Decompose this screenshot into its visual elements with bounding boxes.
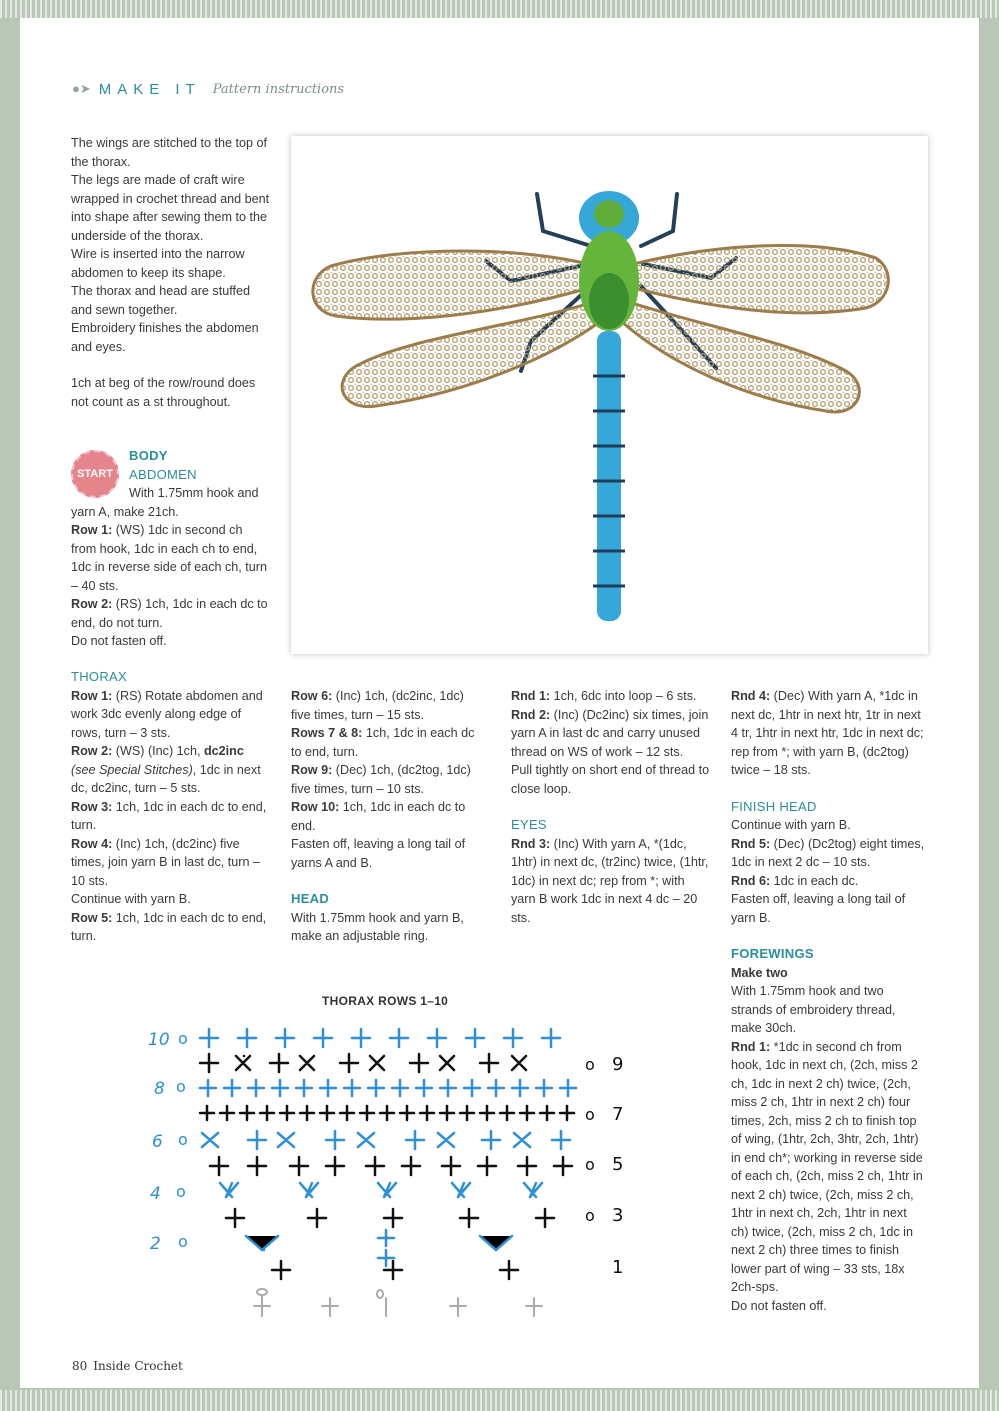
thorax-heading: THORAX [71,669,127,684]
header-subtitle: Pattern instructions [212,81,345,97]
page-number: 80 [72,1359,88,1373]
row-text: (Inc) 1ch, (dc2inc, 1dc) five times, turn – 15 sts. [291,689,464,722]
row-label: Row 10: [291,800,340,814]
row-label: Row 5: [71,910,113,925]
row-text: (Inc) 1ch, (dc2inc) five times, join yarn B in last dc, turn – 10 sts. [71,836,260,888]
abdomen-row1 [71,521,271,595]
bottom-border [0,1390,999,1411]
thorax-chart [140,1018,640,1333]
intro-line: The thorax and head are stuffed and sewn together. [71,284,251,317]
fasten-note: Fasten off, leaving a long tail of yarns A and B. [291,837,466,870]
top-border [0,0,999,18]
svg-text:o: o [585,1206,595,1225]
finish-note: Continue with yarn B. [731,818,851,832]
pull-note: Pull tightly on short end of thread to close loop. [511,763,710,796]
row-label-7: 7 [612,1104,624,1125]
row-label-2: 2 [150,1234,161,1254]
svg-text:o: o [178,1130,188,1149]
make-two: Make two [731,965,788,980]
row-label-3: 3 [612,1205,624,1226]
header-title: MAKE IT [98,80,201,98]
row-label-9: 9 [612,1054,624,1075]
row-text: 1ch, 1dc in each dc to end, turn. [71,910,267,943]
right-hindwing [621,301,859,412]
abdomen-heading: ABDOMEN [129,466,197,482]
row-label: Row 1: [71,523,113,537]
row-text: (Inc) With yarn A, *(1dc, 1htr) in next dc, (tr2inc) twice, (1htr, 1dc) in next dc; rep from *; with yarn B work 1dc in next 4 dc – 20 sts. [511,836,709,925]
row-text: , 1dc in next dc, dc2inc, turn – 5 sts. [71,762,261,795]
finish-head-heading: FINISH HEAD [731,798,817,814]
row-label: Rnd 4: [731,689,771,703]
intro-line: The legs are made of craft wire wrapped in crochet thread and bent into shape after sewing them to the underside of the thorax. [71,173,270,243]
row-text: (RS) 1ch, 1dc in each dc to end, do not turn. [71,597,268,630]
intro-line: The wings are stitched to the top of the thorax. [71,136,268,169]
svg-text:o: o [585,1055,595,1074]
head-text: With 1.75mm hook and yarn B, make an adjustable ring. [291,910,464,943]
row-label: Row 2: [71,744,113,758]
row-text: (Dec) 1ch, (dc2tog, 1dc) five times, turn – 10 sts. [291,763,471,796]
intro-line: Wire is inserted into the narrow abdomen to keep its shape. [71,247,245,280]
abdomen-note: Do not fasten off. [71,634,167,648]
left-forewing [313,251,596,319]
row-label: Row 4: [71,836,113,851]
row-text: (Dec) (Dc2tog) eight times, 1dc in next 2 dc – 10 sts. [731,836,925,869]
svg-text:o: o [176,1182,186,1201]
abdomen-section [71,484,271,651]
dragonfly-photo [291,136,928,654]
row-text: (RS) Rotate abdomen and work 3dc evenly along edge of rows, turn – 3 sts. [71,688,263,740]
magazine-name: Inside Crochet [93,1359,183,1373]
thorax-section [71,668,271,946]
intro-line: Embroidery finishes the abdomen and eyes. [71,321,259,354]
row-text: 1dc in each dc. [770,873,859,888]
body-heading: BODY [129,448,168,463]
svg-text:o: o [178,1029,188,1048]
thorax-note: Continue with yarn B. [71,892,191,906]
row-text-italic: (see Special Stitches) [71,762,193,777]
svg-text:o: o [176,1077,186,1096]
row-text: 1ch, 6dc into loop – 6 sts. [550,689,697,703]
row-text: (WS) (Inc) 1ch, [112,744,204,758]
row-label: Rnd 6: [731,873,771,888]
chart-title: THORAX ROWS 1–10 [322,994,449,1008]
row-text: (Inc) (Dc2inc) six times, join yarn A in last dc and carry unused thread on WS of work – 12 sts. [511,707,709,759]
row-label: Rnd 1: [731,1039,771,1054]
row-label: Rows 7 & 8: [291,726,363,740]
row-label-8: 8 [154,1079,165,1099]
row-label: Row 1: [71,688,113,703]
svg-text:o: o [178,1232,188,1251]
row-label-10: 10 [148,1030,170,1050]
row-label: Row 2: [71,597,113,611]
intro-column [71,134,271,411]
row-label-6: 6 [152,1132,163,1152]
row-label: Rnd 5: [731,836,771,851]
dragonfly-illustration [291,136,928,654]
row-label: Rnd 3: [511,836,551,851]
body-heading-block [129,447,274,484]
row-text: 1ch, 1dc in each dc to end, turn. [291,726,475,759]
column-2 [291,687,481,946]
row-label: Rnd 2: [511,707,551,722]
abdomen-intro: With 1.75mm hook and yarn A, make 21ch. [71,486,259,519]
column-3 [511,687,711,927]
forewings-end: Do not fasten off. [731,1298,827,1313]
foundation-stitches [254,1289,542,1316]
arrow-icon: ●➤ [72,81,91,96]
intro-line: 1ch at beg of the row/round does not count as a st throughout. [71,376,256,409]
forewings-intro: With 1.75mm hook and two strands of embroidery thread, make 30ch. [731,984,896,1035]
fasten-note: Fasten off, leaving a long tail of yarn B. [731,892,906,925]
head-heading: HEAD [291,891,330,906]
start-badge: START [71,450,119,498]
row-text: (WS) 1dc in second ch from hook, 1dc in each ch to end, 1dc in reverse side of each ch, turn – 40 sts. [71,523,268,593]
svg-text:o: o [585,1105,595,1124]
row-text: 1ch, 1dc in each dc to end, turn. [71,799,267,832]
row-label: Rnd 1: [511,689,551,703]
row-label-5: 5 [612,1154,624,1175]
row-label: Row 3: [71,799,113,814]
eyes-heading: EYES [511,817,547,832]
abdomen-row2 [71,595,271,632]
row-label: Row 9: [291,763,333,777]
row-text: (Dec) With yarn A, *1dc in next dc, 1htr in next htr, 1tr in next 4 tr, 1htr in next htr, 1dc in next dc; rep from *; with yarn B, (dc2tog) twice – 18 sts. [731,689,924,777]
row-label: Row 6: [291,689,333,703]
svg-text:o: o [585,1155,595,1174]
row-label-4: 4 [150,1184,161,1204]
row-text-bold: dc2inc [203,744,244,758]
page-footer [72,1359,183,1373]
column-4 [731,687,925,1315]
crochet-chart [140,1018,640,1328]
row-label-1: 1 [612,1257,624,1278]
right-forewing [626,246,888,313]
row-text: *1dc in second ch from hook, 1dc in next ch, (2ch, miss 2 ch, 1dc in next 2 ch) twice, (2ch, miss 2 ch, 1htr in next 2 ch) four times, 2ch, miss 2 ch to finish top of wing, (1htr, 2ch, 3htr, 2ch, 1htr) in end ch*; working in reverse side of each ch, (2ch, miss 2 ch, 1htr in next 2 ch) twice, (2ch, miss 2 ch, 1htr in next ch, 2ch, 1htr in next ch) twice, (2ch, miss 2 ch, 1dc in next 2 ch) three times to finish lower part of wing – 33 sts, 18x 2ch-sps. [731,1039,923,1294]
row-text: 1ch, 1dc in each dc to end. [291,800,466,833]
section-header [72,78,344,100]
forewings-heading: FOREWINGS [731,946,814,961]
